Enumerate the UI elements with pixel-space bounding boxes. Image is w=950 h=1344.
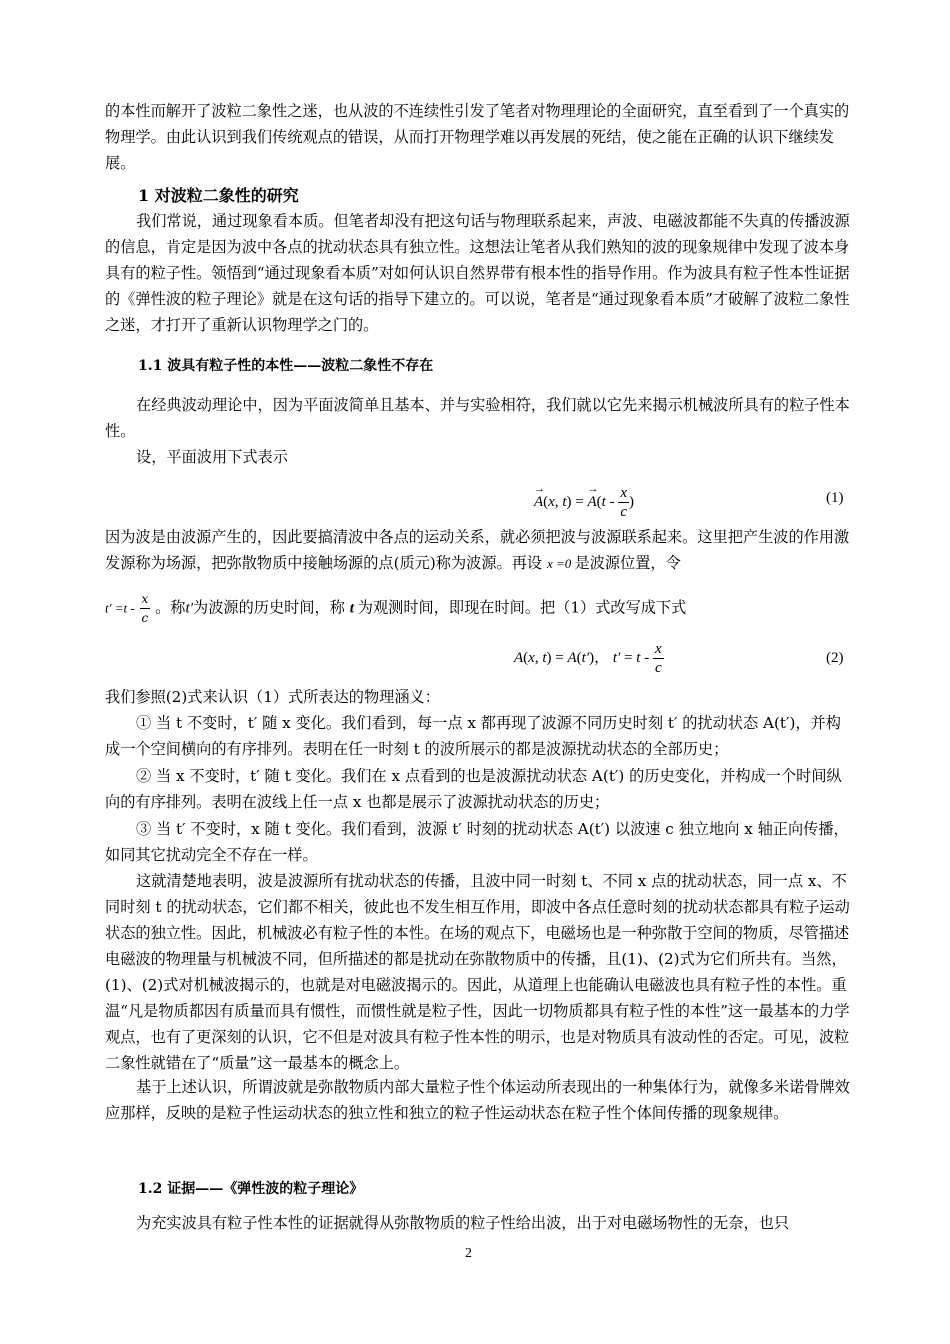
equation-2-number: (2): [826, 650, 844, 666]
section-1-1-paragraph-1: 在经典波动理论中，因为平面波简单且基本、并与实验相符，我们就以它先来揭示机械波所具有的粒子性本性。: [105, 396, 850, 440]
section-1-paragraph: 我们常说，通过现象看本质。但笔者却没有把这句话与物理联系起来，声波、电磁波都能不失真的传播波源的信息，肯定是因为波中各点的扰动状态具有独立性。这想法让笔者从我们熟知的波的现象规律中发现了波本身具有的粒子性。领悟到“通过现象看本质”对如何认识自然界带有根本性的指导作用。作为波具有粒子性本性证据的《弹性波的粒子理论》就是在这句话的指导下建立的。可以说，笔者是“通过现象看本质”才破解了波粒二象性之迷，才打开了重新认识物理学之门的。: [105, 212, 850, 334]
list-item-2: ② 当 x 不变时，t′ 随 t 变化。我们在 x 点看到的也是波源扰动状态 A(t′) 的历史变化，并构成一个时间纵向的有序排列。表明在波线上任一点 x 也都是展示了波源扰动状态的历史；: [105, 767, 842, 811]
intro-paragraph: 的本性而解开了波粒二象性之迷，也从波的不连续性引发了笔者对物理理论的全面研究，直至看到了一个真实的物理学。由此认识到我们传统观点的错误，从而打开物理学难以再发展的死结，使之能在正确的认识下继续发展。: [105, 102, 850, 172]
section-1-1-paragraph-7: 基于上述认识，所谓波就是弥散物质内部大量粒子性个体运动所表现出的一种集体行为，就像多米诺骨牌效应那样，反映的是粒子性运动状态的独立性和独立的粒子性运动状态在粒子性个体间传播的现象规律。: [105, 1078, 850, 1122]
section-1-1-paragraph-3: 因为波是由波源产生的，因此要搞清波中各点的运动关系，就必须把波与波源联系起来。这里把产生波的作用激发源称为场源，把弥散物质中接触场源的点(质元)称为波源。再设 x =0 是波源位置，令: [105, 528, 850, 572]
section-1-1-paragraph-4: t′ =t - $\frac{x}{c}$ 。称t′为波源的历史时间，称 t 为观测时间，即现在时间。把（1）式改写成下式: [105, 592, 687, 625]
equation-1-number: (1): [826, 490, 844, 506]
page-number: 2: [465, 1246, 472, 1261]
section-1-1-paragraph-2: 设，平面波用下式表示: [136, 448, 288, 466]
section-1-1-paragraph-6: 这就清楚地表明，波是波源所有扰动状态的传播，且波中同一时刻 t、不同 x 点的扰动状态，同一点 x、不同时刻 t 的扰动状态，它们都不相关，彼此也不发生相互作用，即波中各点任意时刻的扰动状态都具有粒子运动状态的独立性。因此，机械波必有粒子性的本性。在场的观点下，电磁场也是一种弥散于空间的物质，尽管描述电磁波的物理量与机械波不同，但所描述的都是扰动在弥散物质中的传播，且(1)、(2)式为它们所共有。当然，(1)、(2)式对机械波揭示的，也就是对电磁波揭示的。因此，从道理上也能确认电磁波也具有粒子性的本性。重温“凡是物质都因有质量而具有惯性，而惯性就是粒子性，因此一切物质都具有粒子性的本性”这一最基本的力学观点，也有了更深刻的认识，它不但是对波具有粒子性本性的明示，也是对物质具有波动性的否定。可见，波粒二象性就错在了“质量”这一最基本的概念上。: [105, 872, 850, 1072]
equation-1: → A(x, t) = → A(t - $\frac{x}{c}$ ): [534, 484, 634, 521]
section-1-2-heading: 1.2 证据——《弹性波的粒子理论》: [138, 1181, 364, 1197]
list-item-3: ③ 当 t′ 不变时，x 随 t 变化。我们看到，波源 t′ 时刻的扰动状态 A(t′) 以波速 c 独立地向 x 轴正向传播，如同其它扰动完全不存在一样。: [105, 820, 849, 864]
list-item-1: ① 当 t 不变时，t′ 随 x 变化。我们看到，每一点 x 都再现了波源不同历史时刻 t′ 的扰动状态 A(t′)，并构成一个空间横向的有序排列。表明在任一时刻 t 的波所展示的都是波源扰动状态的全部历史；: [105, 714, 841, 758]
section-1-2-paragraph: 为充实波具有粒子性本性的证据就得从弥散物质的粒子性给出波，出于对电磁场物性的无奈，也只: [136, 1214, 790, 1232]
section-1-1-paragraph-5: 我们参照(2)式来认识（1）式所表达的物理涵义：: [105, 688, 440, 706]
section-1-heading: 1 对波粒二象性的研究: [138, 186, 299, 205]
section-1-1-heading: 1.1 波具有粒子性的本性——波粒二象性不存在: [138, 358, 434, 374]
equation-2: A(x, t) = A(t′)， t′ = t - $\frac{x}{c}$: [514, 641, 662, 676]
